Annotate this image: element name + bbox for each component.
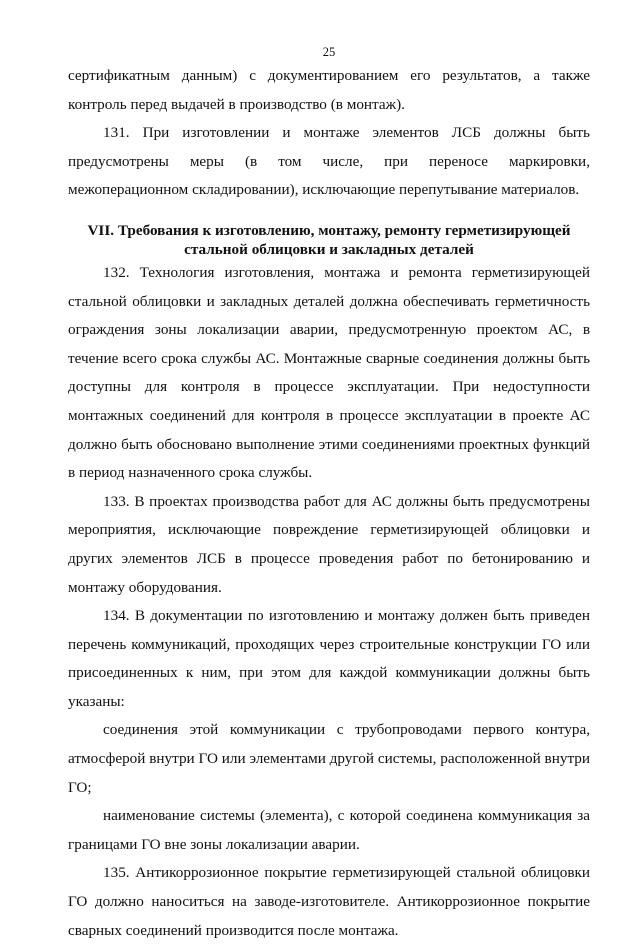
paragraph-131: 131. При изготовлении и монтаже элементов ЛСБ должны быть предусмотрены меры (в том числе, при переносе маркировки, межоперационном складировании), исключающие перепутывание материалов. bbox=[68, 124, 590, 199]
paragraph-132: 132. Технология изготовления, монтажа и ремонта герметизирующей стальной облицовки и закладных деталей должна обеспечивать герметичность ограждения зоны локализации аварии, предусмотренную проектом АС, в течение всего срока службы АС. Монтажные сварные соединения должны быть доступны для контроля в процессе эксплуатации. При недоступности монтажных соединений для контроля в процессе эксплуатации в проекте АС должно быть обосновано выполнение этими соединениями проектных функций в период назначенного срока службы. bbox=[68, 263, 590, 482]
paragraph-134: 134. В документации по изготовлению и монтажу должен быть приведен перечень коммуникаций, проходящих через строительные конструкции ГО или присоединенных к ним, при этом для каждой коммуникации должны быть указаны: bbox=[68, 607, 590, 710]
section-heading-line-1: VII. Требования к изготовлению, монтажу, ремонту герметизирующей bbox=[87, 221, 571, 239]
section-heading bbox=[68, 221, 590, 259]
paragraph-135: 135. Антикоррозионное покрытие герметизирующей стальной облицовки ГО должно наноситься на заводе-изготовителе. Антикоррозионное покрытие сварных соединений производится после монтажа. bbox=[68, 864, 590, 939]
page-number: 25 bbox=[322, 45, 336, 59]
section-heading-line-2: стальной облицовки и закладных деталей bbox=[184, 240, 474, 258]
document-body bbox=[68, 62, 590, 945]
paragraph-continuation: сертификатным данным) с документированием его результатов, а также контроль перед выдачей в производство (в монтаж). bbox=[68, 67, 590, 113]
paragraph-133: 133. В проектах производства работ для АС должны быть предусмотрены мероприятия, исключающие повреждение герметизирующей облицовки и других элементов ЛСБ в процессе проведения работ по бетонированию и монтажу оборудования. bbox=[68, 492, 590, 596]
paragraph-134-item-2: наименование системы (элемента), с которой соединена коммуникация за границами ГО вне зоны локализации аварии. bbox=[68, 807, 590, 853]
paragraph-134-item-1: соединения этой коммуникации с трубопроводами первого контура, атмосферой внутри ГО или элементами другой системы, расположенной внутри ГО; bbox=[68, 721, 590, 796]
